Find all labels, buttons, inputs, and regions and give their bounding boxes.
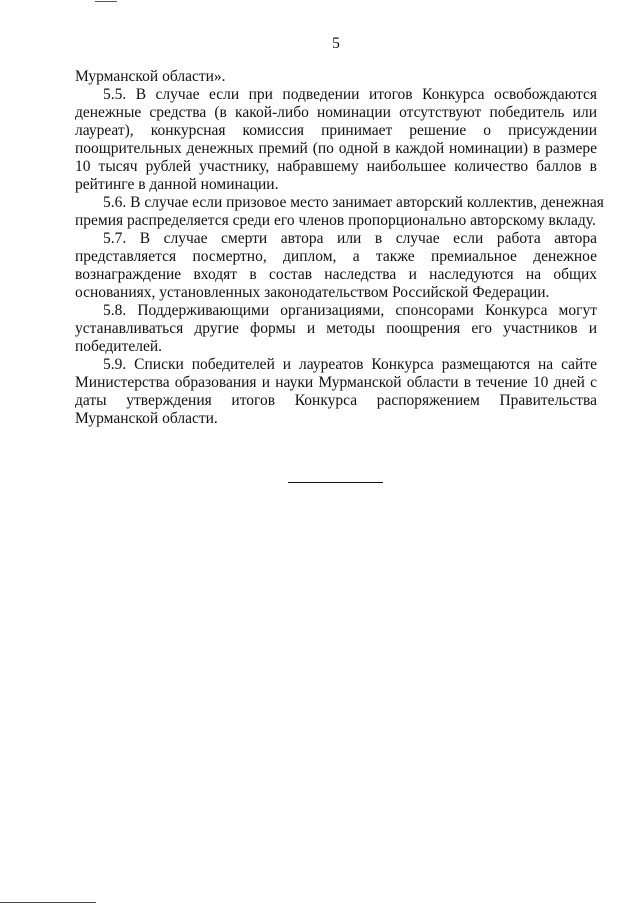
- document-body: [75, 68, 604, 428]
- text-line: 5.5. В случае если при подведении итогов Конкурса освобождаются: [103, 86, 597, 103]
- text-line: лауреат), конкурсная комиссия принимает решение о присуждении: [75, 122, 597, 139]
- text-line: основаниях, установленных законодательством Российской Федерации.: [75, 284, 550, 301]
- text-line: Министерства образования и науки Мурманской области в течение 10 дней с: [75, 374, 597, 391]
- scan-artifact-top: [95, 1, 117, 2]
- text-line: 5.9. Списки победителей и лауреатов Конкурса размещаются на сайте: [103, 356, 597, 373]
- text-line: 10 тысяч рублей участнику, набравшему наибольшее количество баллов в: [75, 158, 597, 175]
- paragraph: [75, 230, 597, 302]
- page-number: 5: [332, 35, 340, 52]
- text-line: представляется посмертно, диплом, а также премиальное денежное: [75, 248, 597, 265]
- paragraph: [75, 86, 597, 194]
- paragraph: [75, 302, 597, 356]
- text-line: 5.6. В случае если призовое место занимает авторский коллектив, денежная: [103, 194, 604, 211]
- text-line: устанавливаться другие формы и методы поощрения его участников и: [75, 320, 597, 337]
- text-line: рейтинге в данной номинации.: [75, 176, 279, 193]
- paragraph: [75, 194, 604, 230]
- text-line: даты утверждения итогов Конкурса распоряжением Правительства: [75, 392, 597, 409]
- text-line: Мурманской области.: [75, 410, 218, 427]
- paragraph: [75, 68, 597, 86]
- text-line: 5.8. Поддерживающими организациями, спонсорами Конкурса могут: [103, 302, 597, 319]
- text-line: победителей.: [75, 338, 163, 355]
- text-line: премия распределяется среди его членов пропорционально авторскому вкладу.: [75, 212, 596, 229]
- text-line: денежные средства (в какой-либо номинации отсутствуют победитель или: [75, 104, 597, 121]
- text-line: 5.7. В случае смерти автора или в случае если работа автора: [103, 230, 597, 247]
- text-line: Мурманской области».: [75, 68, 226, 85]
- text-line: вознаграждение входят в состав наследства и наследуются на общих: [75, 266, 597, 283]
- text-line: поощрительных денежных премий (по одной в каждой номинации) в размере: [75, 140, 597, 157]
- end-of-text-rule: [288, 482, 383, 483]
- scan-artifact-bottom: [0, 902, 96, 903]
- paragraph: [75, 356, 597, 428]
